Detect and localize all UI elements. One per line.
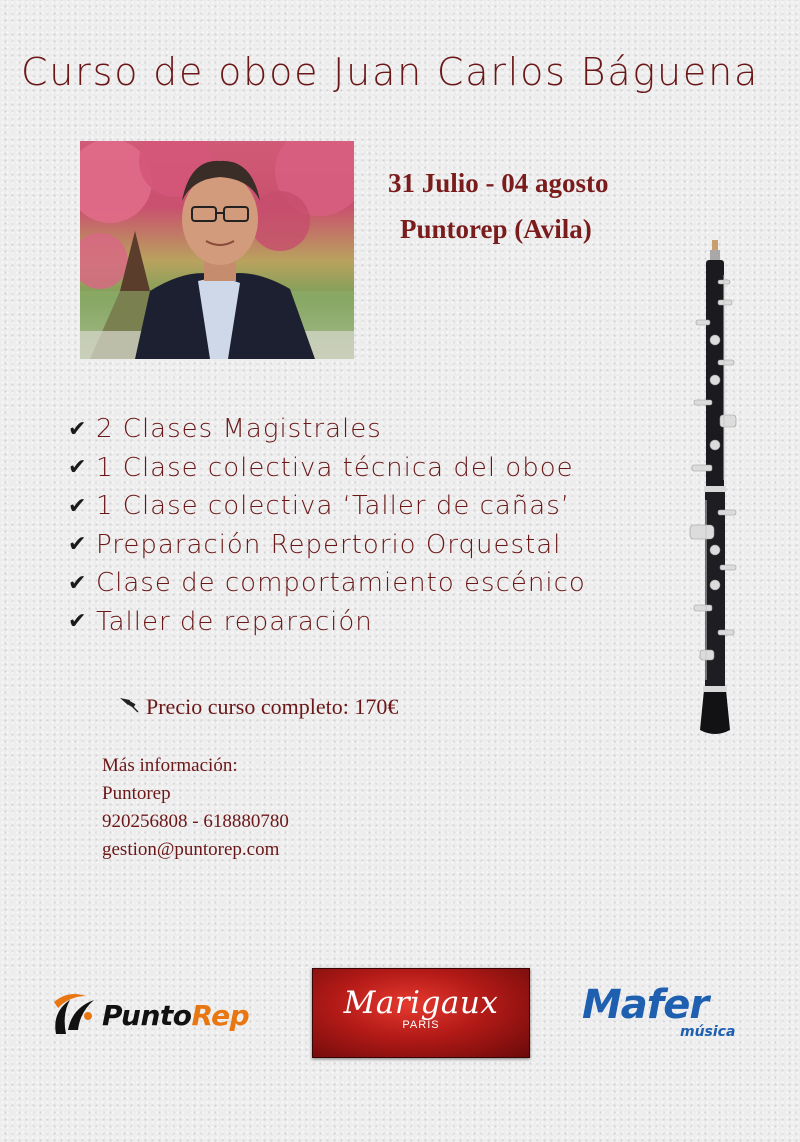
- event-dates: 31 Julio - 04 agosto: [388, 168, 609, 198]
- event-location: Puntorep (Avila): [400, 214, 592, 244]
- feature-label: 1 Clase colectiva técnica del oboe: [96, 452, 574, 483]
- info-email[interactable]: gestion@puntorep.com: [102, 839, 280, 860]
- poster-title: Curso de oboe Juan Carlos Báguena: [20, 50, 760, 94]
- mafer-logo: [580, 978, 750, 1054]
- list-item: [68, 564, 586, 603]
- feature-label: 1 Clase colectiva ‘Taller de cañas’: [96, 491, 571, 522]
- price-label: Precio curso completo: 170€: [146, 694, 399, 719]
- list-item: [68, 449, 586, 488]
- puntorep-text-b: Rep: [191, 998, 250, 1032]
- feature-label: Taller de reparación: [96, 606, 373, 637]
- marigaux-logo: [312, 968, 530, 1058]
- check-icon: ✔: [68, 609, 88, 635]
- puntorep-mark-icon: [48, 990, 100, 1040]
- list-item: [68, 603, 586, 642]
- feature-label: Clase de comportamiento escénico: [96, 568, 586, 599]
- teacher-photo: [80, 141, 354, 359]
- feature-label: Preparación Repertorio Orquestal: [96, 529, 562, 560]
- course-price: [118, 694, 398, 720]
- info-org: Puntorep: [102, 783, 171, 804]
- info-label: Más información:: [102, 755, 238, 776]
- check-icon: ✔: [68, 570, 88, 596]
- check-icon: ✔: [68, 493, 88, 519]
- feature-label: 2 Clases Magistrales: [96, 414, 382, 445]
- puntorep-logo: [48, 990, 254, 1040]
- check-icon: ✔: [68, 532, 88, 558]
- mafer-subtext: música: [680, 1024, 736, 1040]
- puntorep-text-a: Punto: [102, 998, 192, 1032]
- info-phones: 920256808 - 618880780: [102, 811, 289, 832]
- list-item: [68, 410, 586, 449]
- list-item: [68, 526, 586, 565]
- check-icon: ✔: [68, 455, 88, 481]
- check-icon: ✔: [68, 416, 88, 442]
- list-item: [68, 487, 586, 526]
- marigaux-subtext: PARIS: [402, 1019, 440, 1031]
- marigaux-text: Marigaux: [343, 985, 499, 1021]
- oboe-image: [680, 240, 750, 740]
- contact-info: [102, 752, 289, 864]
- pushpin-icon: [118, 694, 142, 720]
- mafer-text: Mafer: [582, 982, 709, 1028]
- course-features-list: [68, 410, 586, 641]
